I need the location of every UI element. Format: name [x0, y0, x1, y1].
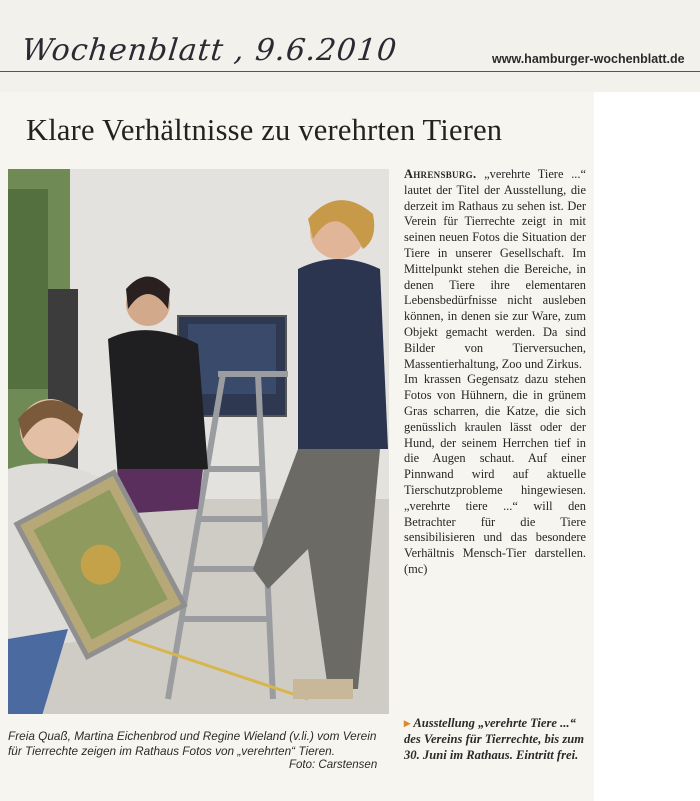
photo-caption: Freia Quaß, Martina Eichenbrod und Regine Wieland (v.li.) vom Verein für Tierrechte zeigen im Rathaus Fotos von „verehrten“ Tieren. — [8, 729, 377, 758]
dateline-place: Ahrensburg. — [404, 167, 477, 181]
exhibition-notice — [404, 715, 590, 763]
scan-background — [594, 92, 700, 801]
photo-credit: Foto: Carstensen — [289, 759, 378, 771]
article-body — [404, 167, 586, 578]
exhibition-notice-text: Ausstellung „verehrte Tiere ...“ des Vereins für Tierrechte, bis zum 30. Juni im Rathaus. Eintritt frei. — [404, 716, 585, 762]
article-paragraph-2: Im krassen Gegensatz dazu stehen Fotos von Hühnern, die in grünem Gras scharren, die Katze, die sich genüsslich kraulen lässt oder der Hund, der seinem Herrchen tief in die Augen schaut. Auf einer Pinnwand wird auf aktuelle Tierschutzprobleme hingewiesen. „verehrte tiere ...“ will den Betrachter für die Tiere sensibilisieren und das besondere Verhältnis Mensch-Tier darstellen. (mc) — [404, 372, 586, 576]
article-headline: Klare Verhältnisse zu verehrten Tieren — [26, 113, 503, 147]
triangle-marker-icon: ▸ — [404, 716, 411, 730]
newspaper-url: www.hamburger-wochenblatt.de — [492, 52, 685, 66]
handwritten-source-date: Wochenblatt , 9.6.2010 — [20, 33, 399, 68]
photo-illustration — [8, 169, 389, 714]
article-paragraph-1-text: „verehrte Tiere ...“ lautet der Titel der Ausstellung, die derzeit im Rathaus zu sehen ist. Der Verein für Tierrechte zeigt in mit seinen neuen Fotos die Situation der Tiere in unserer Gesellschaft. Im Mittelpunkt stehen die Bereiche, in denen Tiere ihre elementaren Lebensbedürfnisse nicht ausleben können, in denen sie zur Ware, zum Objekt gemacht werden. Da sind Bilder von Tierversuchen, Massentierhaltung, Zoo und Zirkus. — [404, 167, 586, 371]
article-photo — [8, 169, 389, 714]
header-rule — [0, 71, 700, 72]
article-paragraph-1 — [404, 167, 586, 372]
